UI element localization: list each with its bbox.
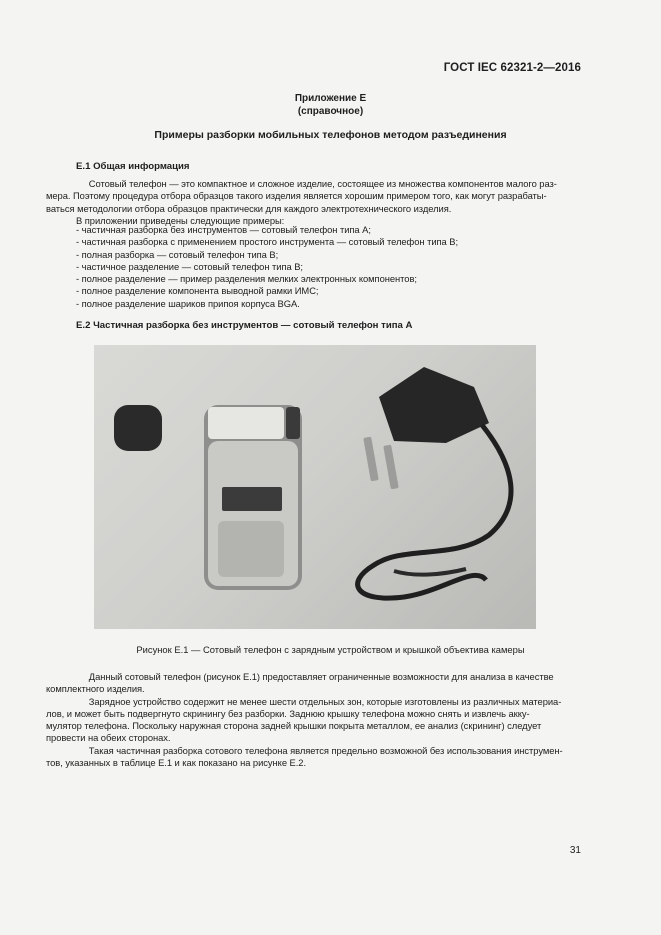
list-item: - частичная разборка с применением простого инструмента — сотовый телефон типа В;	[76, 236, 459, 248]
para-line: мера. Поэтому процедура отбора образцов такого изделия является хорошим примером того, как могут разрабаты-	[46, 190, 547, 202]
examples-list	[76, 224, 586, 310]
plug-pin	[363, 437, 379, 482]
list-item: - частичное разделение — сотовый телефон типа В;	[76, 260, 303, 272]
main-title: Примеры разборки мобильных телефонов методом разъединения	[154, 129, 507, 141]
phone-display	[222, 487, 282, 511]
charger-cable	[358, 425, 511, 598]
list-item: - частичная разборка без инструментов — сотовый телефон типа А;	[76, 224, 371, 235]
annex-title: Приложение Е	[294, 93, 367, 104]
phone-top	[208, 407, 284, 439]
para-line: комплектного изделия.	[46, 683, 145, 695]
list-item: - полное разделение шариков припоя корпуса BGA.	[76, 297, 300, 309]
text-span: Зарядное устройство содержит не менее шести отдельных зон, которые изготовлены из различных материа-	[88, 695, 562, 707]
charger-body	[379, 367, 489, 443]
intro-line: В приложении приведены следующие примеры:	[76, 214, 285, 226]
figure-caption: Рисунок Е.1 — Сотовый телефон с зарядным устройством и крышкой объектива камеры	[136, 644, 525, 655]
section-e1-body	[46, 178, 586, 227]
para-line: ваться методологии отбора образцов практически для каждого электротехнического изделия.	[46, 202, 452, 214]
annex-heading	[0, 92, 661, 118]
page-number: 31	[569, 845, 581, 856]
figure-e1-photo	[94, 345, 536, 629]
para-line: мулятор телефона. Поскольку наружная сторона задней крышки покрыта металлом, ее анализ (скрининг) следует	[46, 720, 542, 732]
annex-note: (справочное)	[297, 106, 364, 117]
para-line: лов, и может быть подвергнуто скринингу без разборки. Заднюю крышку телефона можно снять и извлечь акку-	[46, 707, 530, 719]
camera-slider	[286, 407, 300, 439]
section-e1-heading: Е.1 Общая информация	[76, 161, 190, 172]
standard-header: ГОСТ IEC 62321-2—2016	[443, 62, 581, 74]
charger-cable-loop	[394, 569, 466, 575]
lens-cover	[114, 405, 162, 451]
text-span: Сотовый телефон — это компактное и сложное изделие, состоящее из множества компонентов малого раз-	[88, 178, 557, 189]
para-line	[76, 745, 586, 757]
para-line: тов, указанных в таблице Е.1 и как показано на рисунке Е.2.	[46, 757, 307, 769]
para-line: провести на обеих сторонах.	[46, 732, 171, 744]
phone-charger-illustration	[94, 345, 536, 629]
plug-pin	[383, 445, 399, 490]
phone-keypad	[218, 521, 284, 577]
para-line	[76, 696, 586, 708]
list-item: - полное разделение — пример разделения мелких электронных компонентов;	[76, 273, 417, 285]
list-item: - полная разборка — сотовый телефон типа В;	[76, 248, 279, 260]
text-span: Такая частичная разборка сотового телефона является предельно возможной без использования инструмен-	[88, 744, 563, 756]
section-e2-body	[46, 671, 586, 769]
text-span: Данный сотовый телефон (рисунок Е.1) предоставляет ограниченные возможности для анализа в качестве	[88, 671, 554, 682]
list-item: - полное разделение компонента выводной рамки ИМС;	[76, 285, 319, 297]
para-line	[76, 671, 586, 683]
section-e2-heading: Е.2 Частичная разборка без инструментов — сотовый телефон типа А	[76, 320, 413, 331]
para-line	[76, 178, 586, 190]
